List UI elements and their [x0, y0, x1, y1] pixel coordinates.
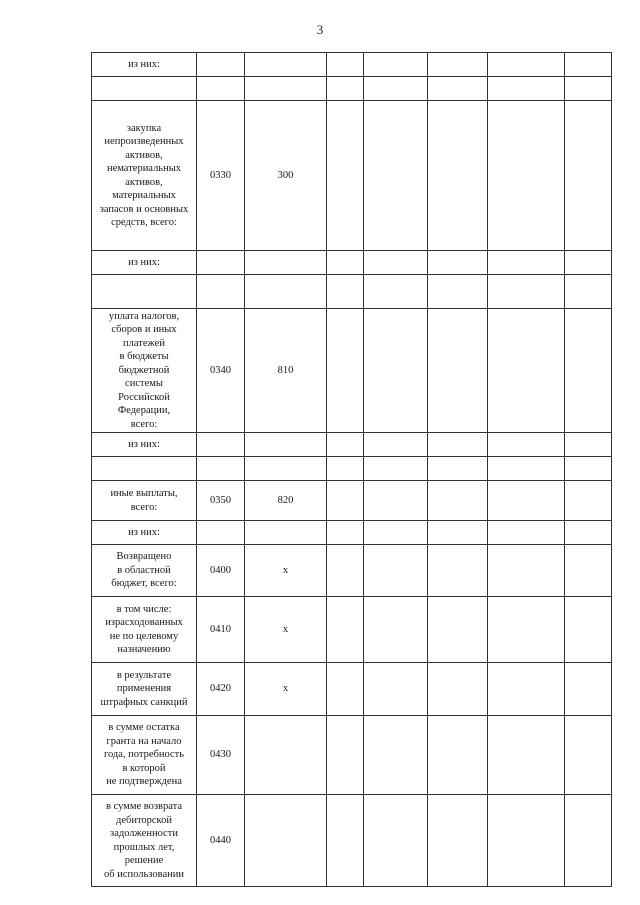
- table-row: [92, 275, 612, 309]
- cell-code: 0350: [197, 481, 245, 521]
- cell-col-5: [364, 457, 428, 481]
- cell-label: в сумме возврата дебиторской задолженности прошлых лет, решение об использовании: [92, 795, 197, 887]
- table-row: [92, 545, 612, 597]
- cell-col-8: [565, 716, 612, 795]
- table-row: [92, 795, 612, 887]
- cell-col-4: [327, 795, 364, 887]
- cell-col-4: [327, 716, 364, 795]
- table-row: [92, 481, 612, 521]
- cell-code: [197, 275, 245, 309]
- cell-col-6: [428, 597, 488, 663]
- cell-col-6: [428, 521, 488, 545]
- cell-col-7: [488, 309, 565, 433]
- cell-value: 810: [245, 309, 327, 433]
- cell-col-7: [488, 545, 565, 597]
- cell-col-4: [327, 275, 364, 309]
- table-row: [92, 457, 612, 481]
- cell-col-6: [428, 53, 488, 77]
- cell-col-7: [488, 77, 565, 101]
- cell-col-4: [327, 53, 364, 77]
- cell-col-8: [565, 663, 612, 716]
- cell-col-6: [428, 309, 488, 433]
- cell-code: 0330: [197, 101, 245, 251]
- cell-label: Возвращено в областной бюджет, всего:: [92, 545, 197, 597]
- cell-col-8: [565, 77, 612, 101]
- cell-col-8: [565, 433, 612, 457]
- cell-col-4: [327, 251, 364, 275]
- cell-col-8: [565, 275, 612, 309]
- cell-code: [197, 457, 245, 481]
- cell-value: x: [245, 663, 327, 716]
- cell-col-7: [488, 597, 565, 663]
- cell-code: 0340: [197, 309, 245, 433]
- cell-col-5: [364, 597, 428, 663]
- cell-col-6: [428, 795, 488, 887]
- table-row: [92, 597, 612, 663]
- page-number: 3: [316, 22, 324, 37]
- cell-col-5: [364, 433, 428, 457]
- cell-col-5: [364, 545, 428, 597]
- cell-label: из них:: [92, 433, 197, 457]
- cell-col-6: [428, 433, 488, 457]
- cell-col-8: [565, 597, 612, 663]
- cell-code: 0440: [197, 795, 245, 887]
- cell-col-6: [428, 77, 488, 101]
- cell-col-4: [327, 457, 364, 481]
- cell-col-7: [488, 481, 565, 521]
- cell-col-4: [327, 481, 364, 521]
- cell-col-8: [565, 457, 612, 481]
- cell-value: 300: [245, 101, 327, 251]
- cell-col-6: [428, 457, 488, 481]
- cell-col-8: [565, 795, 612, 887]
- table-row: [92, 53, 612, 77]
- cell-col-4: [327, 545, 364, 597]
- cell-col-8: [565, 545, 612, 597]
- cell-col-5: [364, 251, 428, 275]
- report-table: [91, 52, 612, 887]
- cell-label: иные выплаты, всего:: [92, 481, 197, 521]
- table-row: [92, 663, 612, 716]
- cell-value: [245, 716, 327, 795]
- cell-col-4: [327, 521, 364, 545]
- cell-label: в том числе: израсходованных не по целевому назначению: [92, 597, 197, 663]
- cell-value: [245, 275, 327, 309]
- cell-code: [197, 53, 245, 77]
- cell-label: уплата налогов, сборов и иных платежей в бюджеты бюджетной системы Российской Федерации, всего:: [92, 309, 197, 433]
- cell-code: 0410: [197, 597, 245, 663]
- cell-col-7: [488, 795, 565, 887]
- cell-col-5: [364, 481, 428, 521]
- cell-value: [245, 521, 327, 545]
- cell-col-7: [488, 275, 565, 309]
- cell-col-7: [488, 251, 565, 275]
- cell-col-6: [428, 101, 488, 251]
- cell-col-8: [565, 101, 612, 251]
- cell-value: 820: [245, 481, 327, 521]
- cell-col-5: [364, 275, 428, 309]
- cell-code: [197, 77, 245, 101]
- cell-label: из них:: [92, 521, 197, 545]
- cell-col-6: [428, 275, 488, 309]
- cell-code: [197, 521, 245, 545]
- cell-col-6: [428, 716, 488, 795]
- table-row: [92, 309, 612, 433]
- cell-col-6: [428, 545, 488, 597]
- cell-value: [245, 433, 327, 457]
- cell-code: [197, 251, 245, 275]
- cell-label: закупка непроизведенных активов, нематериальных активов, материальных запасов и основных средств, всего:: [92, 101, 197, 251]
- cell-code: 0420: [197, 663, 245, 716]
- cell-col-4: [327, 433, 364, 457]
- cell-col-5: [364, 521, 428, 545]
- cell-label: [92, 457, 197, 481]
- cell-label: из них:: [92, 53, 197, 77]
- table-row: [92, 251, 612, 275]
- cell-label: [92, 77, 197, 101]
- table-row: [92, 101, 612, 251]
- table-row: [92, 433, 612, 457]
- cell-label: в результате применения штрафных санкций: [92, 663, 197, 716]
- cell-col-5: [364, 53, 428, 77]
- cell-col-8: [565, 53, 612, 77]
- cell-col-7: [488, 53, 565, 77]
- cell-code: 0400: [197, 545, 245, 597]
- cell-col-5: [364, 795, 428, 887]
- cell-col-5: [364, 663, 428, 716]
- cell-label: в сумме остатка гранта на начало года, потребность в которой не подтверждена: [92, 716, 197, 795]
- cell-col-4: [327, 309, 364, 433]
- cell-col-4: [327, 663, 364, 716]
- cell-value: x: [245, 597, 327, 663]
- cell-col-5: [364, 77, 428, 101]
- cell-col-6: [428, 481, 488, 521]
- table-row: [92, 77, 612, 101]
- cell-col-6: [428, 251, 488, 275]
- cell-col-4: [327, 597, 364, 663]
- cell-value: [245, 251, 327, 275]
- cell-col-4: [327, 101, 364, 251]
- cell-col-5: [364, 101, 428, 251]
- cell-value: [245, 77, 327, 101]
- cell-col-8: [565, 251, 612, 275]
- cell-col-7: [488, 716, 565, 795]
- cell-col-6: [428, 663, 488, 716]
- cell-col-5: [364, 309, 428, 433]
- cell-label: из них:: [92, 251, 197, 275]
- table-row: [92, 521, 612, 545]
- cell-code: [197, 433, 245, 457]
- cell-col-8: [565, 309, 612, 433]
- cell-col-7: [488, 101, 565, 251]
- cell-col-7: [488, 433, 565, 457]
- cell-value: x: [245, 545, 327, 597]
- cell-col-5: [364, 716, 428, 795]
- cell-value: [245, 53, 327, 77]
- cell-col-7: [488, 521, 565, 545]
- cell-col-8: [565, 481, 612, 521]
- cell-col-7: [488, 457, 565, 481]
- cell-col-7: [488, 663, 565, 716]
- cell-label: [92, 275, 197, 309]
- report-table-body: [92, 53, 612, 887]
- cell-code: 0430: [197, 716, 245, 795]
- cell-value: [245, 795, 327, 887]
- table-row: [92, 716, 612, 795]
- cell-value: [245, 457, 327, 481]
- cell-col-4: [327, 77, 364, 101]
- cell-col-8: [565, 521, 612, 545]
